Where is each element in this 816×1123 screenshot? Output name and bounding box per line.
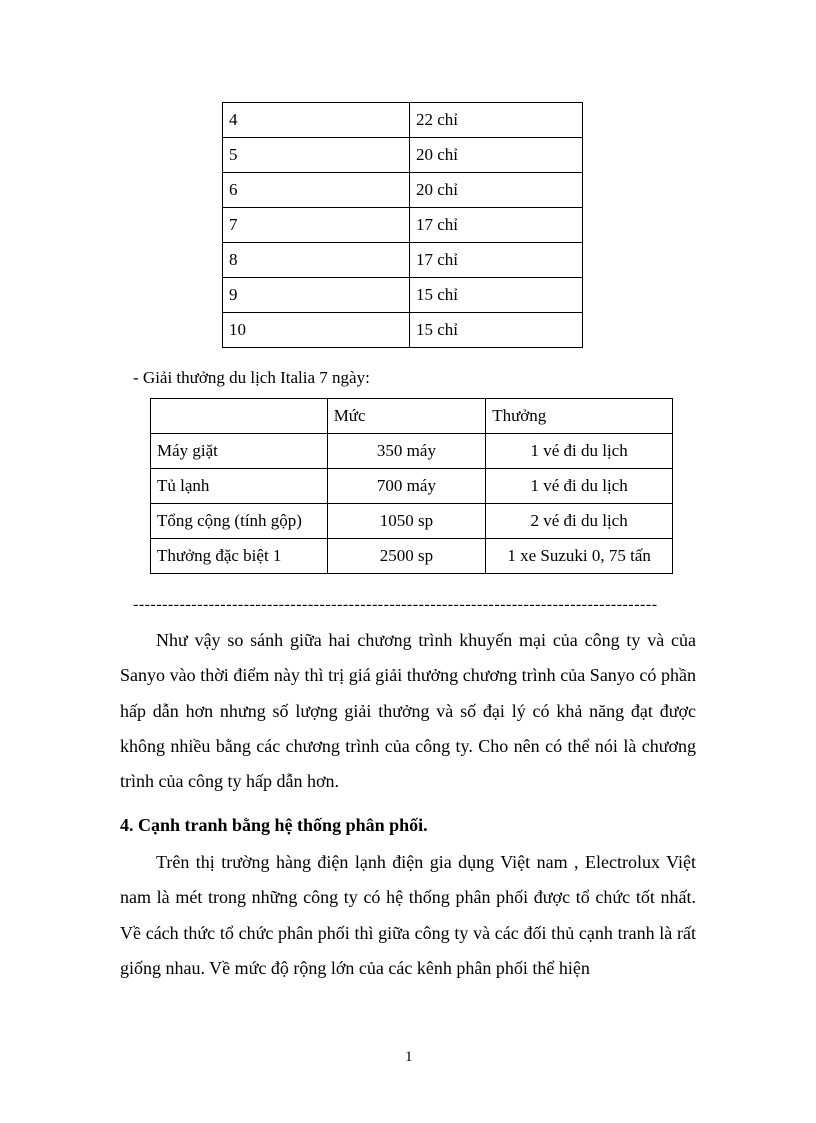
table-cell: 15 chỉ <box>410 313 583 348</box>
italia-travel-prize-table <box>150 398 673 574</box>
italia-caption: - Giải thưởng du lịch Italia 7 ngày: <box>133 368 370 387</box>
table-cell: 22 chỉ <box>410 103 583 138</box>
table-cell: 350 máy <box>327 434 486 469</box>
comparison-paragraph: Như vậy so sánh giữa hai chương trình khuyến mại của công ty và của Sanyo vào thời điểm này thì trị giá giải thưởng chương trình của Sanyo có phần hấp dẫn hơn nhưng số lượng giải thưởng và số đại lý có khả năng đạt được không nhiều bằng các chương trình của công ty. Cho nên có thể nói là chương trình của công ty hấp dẫn hơn. <box>120 630 696 792</box>
table-cell: Tủ lạnh <box>151 469 328 504</box>
italia-table-body <box>151 399 673 574</box>
table-row <box>223 208 583 243</box>
table-cell: Thưởng đặc biệt 1 <box>151 539 328 574</box>
table-cell: 15 chỉ <box>410 278 583 313</box>
table-cell: 7 <box>223 208 410 243</box>
table-row <box>223 173 583 208</box>
table-cell: 20 chỉ <box>410 173 583 208</box>
table-header-cell: Mức <box>327 399 486 434</box>
table-row <box>151 434 673 469</box>
table-cell: 5 <box>223 138 410 173</box>
table-row <box>151 504 673 539</box>
table-cell: 8 <box>223 243 410 278</box>
table-row <box>223 278 583 313</box>
table-cell: 1 vé đi du lịch <box>486 469 673 504</box>
table-cell: 1050 sp <box>327 504 486 539</box>
gold-prize-table-body <box>223 103 583 348</box>
table-cell: 20 chỉ <box>410 138 583 173</box>
distribution-paragraph: Trên thị trường hàng điện lạnh điện gia dụng Việt nam , Electrolux Việt nam là mét trong những công ty có hệ thống phân phối được tổ chức tốt nhất. Về cách thức tổ chức phân phối thì giữa công ty và các đối thủ cạnh tranh là rất giống nhau. Về mức độ rộng lớn của các kênh phân phối thể hiện <box>120 852 696 978</box>
table-cell: 2 vé đi du lịch <box>486 504 673 539</box>
table-cell: Máy giặt <box>151 434 328 469</box>
table-cell: 17 chỉ <box>410 243 583 278</box>
table-cell: 4 <box>223 103 410 138</box>
table-row <box>223 138 583 173</box>
separator-line: ------------------------------------------------------------------------------------------ <box>133 596 658 613</box>
table-header-cell: Thưởng <box>486 399 673 434</box>
table-row <box>223 313 583 348</box>
table-cell: 1 xe Suzuki 0, 75 tấn <box>486 539 673 574</box>
table-row <box>151 539 673 574</box>
table-row <box>151 469 673 504</box>
table-cell: 2500 sp <box>327 539 486 574</box>
table-header-cell <box>151 399 328 434</box>
table-cell: 17 chỉ <box>410 208 583 243</box>
table-row <box>223 103 583 138</box>
table-cell: 6 <box>223 173 410 208</box>
page-number: 1 <box>405 1049 413 1065</box>
table-row <box>223 243 583 278</box>
section-heading: 4. Cạnh tranh bằng hệ thống phân phối. <box>120 815 428 835</box>
table-header-row <box>151 399 673 434</box>
table-cell: 9 <box>223 278 410 313</box>
table-cell: 10 <box>223 313 410 348</box>
gold-prize-table <box>222 102 583 348</box>
table-cell: 1 vé đi du lịch <box>486 434 673 469</box>
table-cell: 700 máy <box>327 469 486 504</box>
table-cell: Tổng cộng (tính gộp) <box>151 504 328 539</box>
